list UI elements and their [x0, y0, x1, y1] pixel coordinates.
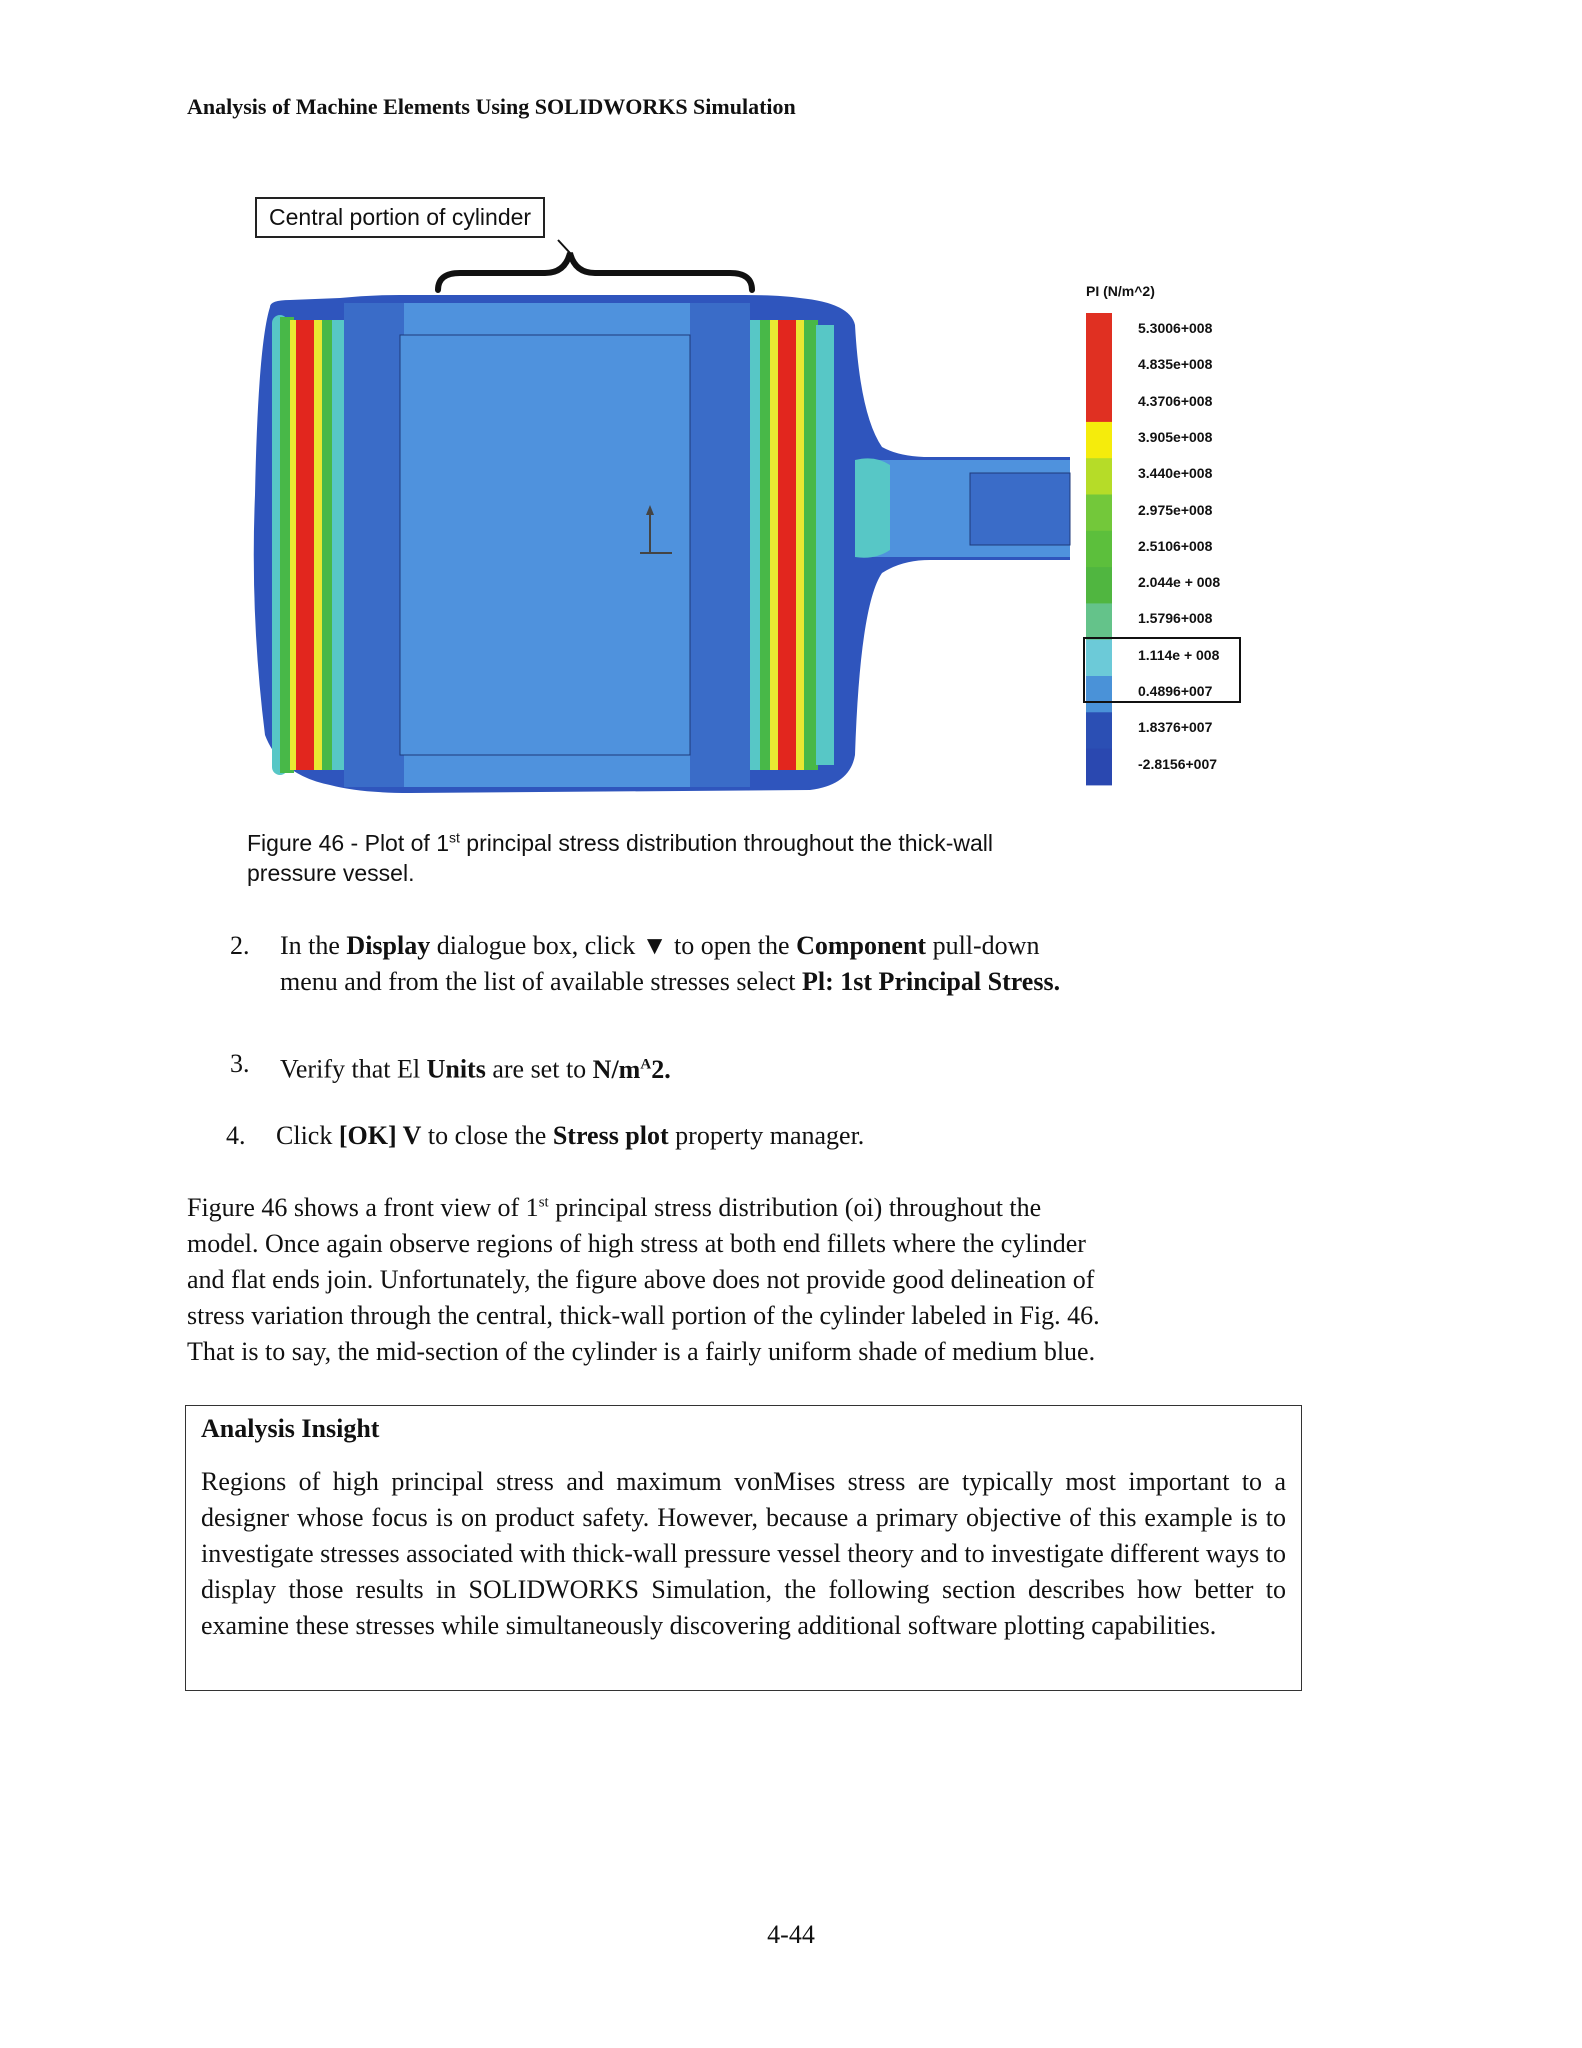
stress-plot-figure	[210, 195, 1270, 815]
callout-leader	[558, 240, 570, 253]
legend-swatch	[1086, 712, 1112, 749]
step-3: 3. Verify that El Units are set to $N/m^A2$.	[230, 1049, 671, 1084]
running-title: Analysis of Machine Elements Using SOLIDWORKS Simulation	[187, 94, 796, 119]
legend-label: 1.8376+007	[1138, 719, 1213, 736]
brace	[438, 253, 752, 290]
callout-central-portion: Central portion of cylinder	[255, 197, 545, 238]
legend-label: 3.905e+008	[1138, 428, 1213, 445]
insight-body: Regions of high principal stress and maximum vonMises stress are typically most important to a designer whose focus is on product safety. However, because a primary objective of this example is to investigate stresses associated with thick-wall pressure vessel theory and to investigate different ways to display those results in SOLIDWORKS Simulation, the following section describes how better to examine these stresses while simultaneously discovering additional software plotting capabilities.	[201, 1467, 1286, 1640]
legend-label: 1.114e + 008	[1138, 646, 1220, 663]
figure-caption: Figure 46 - Plot of 1st principal stress distribution throughout the thick-wall pressure vessel.	[247, 829, 993, 886]
page-number: 4-44	[767, 1920, 815, 1949]
legend-swatch	[1086, 603, 1112, 640]
legend-label: 2.975e+008	[1138, 501, 1213, 518]
insight-title: Analysis Insight	[201, 1414, 380, 1443]
legend-label: 5.3006+008	[1138, 320, 1213, 336]
legend-label: 2.5106+008	[1138, 537, 1213, 554]
legend-swatch	[1086, 422, 1112, 459]
legend-swatch	[1086, 386, 1112, 423]
legend-swatch	[1086, 749, 1112, 786]
legend-swatch	[1086, 349, 1112, 386]
legend-swatch	[1086, 567, 1112, 604]
legend-label: 4.3706+008	[1138, 392, 1213, 409]
legend-swatch	[1086, 458, 1112, 495]
legend-label: 3.440e+008	[1138, 465, 1213, 482]
step-2: 2. In the Display dialogue box, click ▼ to open the Component pull-down menu and from the list of available stresses select Pl: 1st Principal Stress.	[230, 931, 1061, 996]
legend-swatch	[1086, 495, 1112, 532]
dropdown-arrow-icon: ▼	[641, 931, 668, 960]
legend-swatch	[1086, 313, 1112, 350]
legend-label: -2.8156+007	[1138, 755, 1218, 772]
legend-label: 2.044e + 008	[1138, 574, 1221, 591]
legend-label: 4.835e+008	[1138, 356, 1213, 373]
legend-title: PI (N/m^2)	[1086, 283, 1155, 299]
legend-label: 1.5796+008	[1138, 610, 1213, 627]
legend-colorbar	[1086, 313, 1112, 785]
legend-swatch	[1086, 531, 1112, 568]
step-4: 4. Click [OK] V to close the Stress plot property manager.	[226, 1121, 865, 1150]
legend-highlight-box	[1083, 637, 1241, 703]
body-paragraph: Figure 46 shows a front view of 1st principal stress distribution (oi) throughout the model. Once again observe regions of high stress at both end fillets where the cylinder and flat ends join. Unfortunately, the figure above does not provide good delineation of stress variation through the central, thick-wall portion of the cylinder labeled in Fig. 46. That is to say, the mid-section of the cylinder is a fairly uniform shade of medium blue.	[187, 1193, 1100, 1366]
analysis-insight-box	[185, 1405, 1302, 1691]
legend-label: 0.4896+007	[1138, 683, 1213, 699]
